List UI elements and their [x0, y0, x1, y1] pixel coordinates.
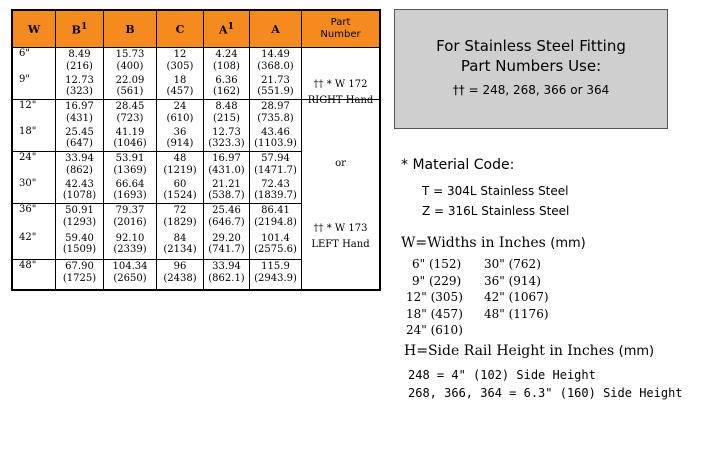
c-inches: 24 [173, 101, 187, 112]
b-cell [104, 74, 157, 100]
a1-mm: (538.7) [208, 190, 245, 201]
c-inches: 96 [173, 261, 187, 272]
width-item: 42" (1067) [484, 290, 549, 304]
b-mm: (400) [116, 60, 144, 72]
b-inches: 92.10 [115, 232, 145, 244]
a1-mm: (862.1) [208, 272, 245, 284]
a-mm: (1471.7) [254, 164, 297, 176]
b-inches: 79.37 [115, 205, 145, 216]
stainless-box-line1: For Stainless Steel Fitting [436, 37, 626, 55]
part-number-blank-cell [302, 48, 381, 100]
a1-mm: (108) [213, 60, 240, 72]
a1-mm: (741.7) [208, 244, 245, 255]
b-mm: (1369) [113, 164, 147, 176]
material-code-title: * Material Code: [401, 157, 515, 173]
a1-mm: (323.3) [208, 138, 245, 149]
c-mm: (1524) [163, 190, 197, 201]
header-a1: $A^1$ [204, 10, 250, 48]
stainless-fitting-box [394, 9, 668, 129]
c-mm: (305) [166, 60, 194, 72]
width-item: 36" (914) [484, 273, 541, 288]
a1-mm: (162) [213, 86, 240, 97]
b-cell [104, 152, 157, 178]
b1-cell [56, 100, 104, 126]
b-inches: 53.91 [115, 153, 145, 164]
width-cell: 9" [12, 74, 56, 100]
a-inches: 115.9 [261, 261, 290, 272]
b-inches: 41.19 [115, 126, 145, 138]
c-inches: 60 [173, 178, 187, 190]
c-mm: (2438) [163, 272, 197, 284]
width-cell: 12" [12, 100, 56, 126]
a1-inches: 6.36 [215, 74, 238, 86]
c-mm: (2134) [163, 244, 197, 255]
width-cell: 42" [12, 232, 56, 260]
c-mm: (457) [166, 86, 194, 97]
a1-mm: (646.7) [208, 216, 245, 228]
b1-inches: 8.49 [68, 49, 91, 60]
header-c: C [157, 10, 204, 48]
a-cell [250, 260, 302, 290]
a-cell [250, 204, 302, 232]
widths-title: W=Widths in Inches (mm) [401, 235, 586, 251]
a-cell [250, 152, 302, 178]
a1-inches: 12.73 [212, 126, 241, 138]
a-cell [250, 232, 302, 260]
b1-mm: (647) [66, 138, 93, 149]
a-inches: 86.41 [261, 205, 290, 216]
b1-mm: (1725) [62, 272, 97, 284]
b-mm: (2339) [113, 244, 147, 255]
a-mm: (368.0) [257, 60, 294, 72]
width-cell: 24" [12, 152, 56, 178]
b-inches: 104.34 [112, 261, 148, 272]
b1-mm: (323) [66, 86, 93, 97]
b1-inches: 12.73 [65, 74, 94, 86]
c-cell [157, 204, 204, 232]
a1-cell [204, 204, 250, 232]
stainless-box-line2: Part Numbers Use: [460, 57, 602, 75]
b1-inches: 42.43 [65, 178, 94, 190]
header-b: B [104, 10, 157, 48]
b1-cell [56, 74, 104, 100]
c-cell [157, 74, 204, 100]
c-cell [157, 152, 204, 178]
dimension-table [11, 9, 381, 291]
part-number-or: or [335, 158, 346, 169]
b1-cell [56, 232, 104, 260]
b1-mm: (1293) [62, 216, 97, 228]
b1-mm: (1078) [62, 190, 97, 201]
c-cell [157, 260, 204, 290]
a-mm: (2194.8) [254, 216, 297, 228]
table-row [12, 48, 380, 74]
c-cell [157, 100, 204, 126]
a-cell [250, 48, 302, 74]
b1-mm: (1509) [62, 244, 97, 255]
width-cell: 36" [12, 204, 56, 232]
b1-cell [56, 126, 104, 152]
b1-inches: 25.45 [65, 126, 94, 138]
width-item: 9" (229) [412, 273, 462, 288]
material-code-t: T = 304L Stainless Steel [422, 184, 569, 198]
header-w: W [12, 10, 56, 48]
b-cell [104, 100, 157, 126]
a-mm: (2943.9) [254, 272, 297, 284]
header-part-number: Part Number [302, 10, 381, 48]
width-item: 48" (1176) [484, 306, 549, 321]
a-mm: (735.8) [257, 112, 294, 124]
part-number-right-label: RIGHT Hand [307, 95, 374, 106]
b1-inches: 33.94 [65, 153, 94, 164]
height-title: H=Side Rail Height in Inches (mm) [404, 343, 655, 359]
a-mm: (2575.6) [254, 244, 297, 255]
b1-mm: (431) [66, 112, 93, 124]
c-mm: (610) [166, 112, 194, 124]
c-inches: 18 [173, 74, 187, 86]
c-inches: 84 [173, 232, 187, 244]
height-line-2: 268, 366, 364 = 6.3" (160) Side Height [408, 386, 683, 400]
c-cell [157, 232, 204, 260]
a-inches: 43.46 [261, 126, 290, 138]
b-mm: (723) [116, 112, 144, 124]
b-inches: 28.45 [115, 101, 145, 112]
a1-inches: 33.94 [212, 261, 241, 272]
a-mm: (551.9) [257, 86, 294, 97]
c-mm: (1219) [163, 164, 197, 176]
header-a: A [250, 10, 302, 48]
b-inches: 22.09 [115, 74, 145, 86]
b1-cell [56, 178, 104, 204]
a1-inches: 8.48 [215, 101, 238, 112]
width-item: 30" (762) [484, 257, 541, 271]
c-mm: (914) [166, 138, 194, 149]
b1-inches: 16.97 [65, 101, 94, 112]
a1-cell [204, 260, 250, 290]
a-cell [250, 74, 302, 100]
b1-cell [56, 260, 104, 290]
b-mm: (1693) [113, 190, 147, 201]
a1-inches: 25.46 [212, 205, 241, 216]
a1-inches: 4.24 [215, 49, 238, 60]
b1-mm: (216) [66, 60, 93, 72]
c-cell [157, 48, 204, 74]
width-item: 18" (457) [406, 306, 463, 321]
b1-inches: 50.91 [65, 205, 94, 216]
b-mm: (2016) [113, 216, 147, 228]
widths-left-column [406, 256, 463, 339]
widths-right-column [484, 256, 549, 322]
c-inches: 12 [173, 49, 187, 60]
a-inches: 28.97 [261, 101, 290, 112]
part-number-right-code: †† * W 172 [313, 79, 368, 90]
a-inches: 14.49 [261, 49, 290, 60]
width-cell: 48" [12, 260, 56, 290]
b-cell [104, 260, 157, 290]
a-mm: (1839.7) [254, 190, 297, 201]
a1-cell [204, 48, 250, 74]
b1-cell [56, 152, 104, 178]
a-cell [250, 126, 302, 152]
b-cell [104, 48, 157, 74]
a1-inches: 16.97 [212, 153, 241, 164]
c-inches: 36 [173, 126, 187, 138]
b1-mm: (862) [66, 164, 93, 176]
b1-cell [56, 48, 104, 74]
b-mm: (1046) [113, 138, 147, 149]
b-cell [104, 232, 157, 260]
a-cell [250, 178, 302, 204]
height-line-1: 248 = 4" (102) Side Height [408, 368, 596, 382]
a-inches: 72.43 [261, 178, 290, 190]
a1-mm: (431.0) [208, 164, 245, 176]
a-cell [250, 100, 302, 126]
width-item: 6" (152) [412, 257, 462, 271]
a1-inches: 29.20 [212, 232, 241, 244]
b1-inches: 67.90 [65, 261, 94, 272]
c-cell [157, 126, 204, 152]
width-cell: 30" [12, 178, 56, 204]
a1-inches: 21.21 [212, 178, 241, 190]
b1-cell [56, 204, 104, 232]
table-body [12, 48, 380, 290]
a1-cell [204, 178, 250, 204]
a1-cell [204, 232, 250, 260]
width-cell: 6" [12, 48, 56, 74]
a1-cell [204, 100, 250, 126]
table-row [12, 100, 380, 126]
c-cell [157, 178, 204, 204]
c-mm: (1829) [163, 216, 197, 228]
table-header-row [12, 10, 380, 48]
width-cell: 18" [12, 126, 56, 152]
b-cell [104, 126, 157, 152]
a-inches: 21.73 [261, 74, 290, 86]
c-inches: 48 [173, 153, 187, 164]
b-cell [104, 178, 157, 204]
b-inches: 66.64 [115, 178, 145, 190]
a1-mm: (215) [213, 112, 240, 124]
width-item: 12" (305) [406, 290, 463, 304]
a-mm: (1103.9) [254, 138, 297, 149]
b-inches: 15.73 [115, 49, 145, 60]
header-b1: $B^1$ [56, 10, 104, 48]
a-inches: 101.4 [261, 232, 290, 244]
b1-inches: 59.40 [65, 232, 94, 244]
b-cell [104, 204, 157, 232]
material-code-z: Z = 316L Stainless Steel [422, 204, 570, 218]
a1-cell [204, 74, 250, 100]
b-mm: (561) [116, 86, 144, 97]
part-number-left-label: LEFT Hand [311, 239, 370, 250]
width-item: 24" (610) [406, 323, 463, 337]
part-number-left-code: †† * W 173 [313, 223, 368, 234]
part-number-cell [302, 79, 381, 290]
a-inches: 57.94 [261, 153, 290, 164]
c-inches: 72 [173, 205, 187, 216]
stainless-box-line3: †† = 248, 268, 366 or 364 [452, 83, 610, 97]
b-mm: (2650) [113, 272, 147, 284]
a1-cell [204, 126, 250, 152]
a1-cell [204, 152, 250, 178]
